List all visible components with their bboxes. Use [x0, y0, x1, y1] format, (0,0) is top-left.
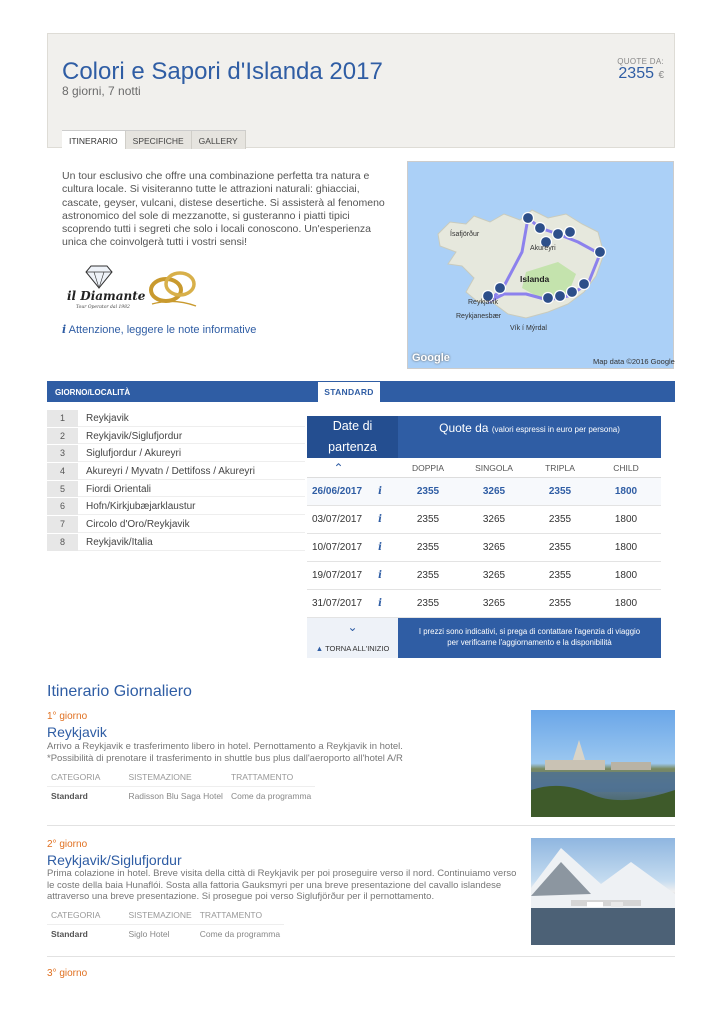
price-cell: 2355	[548, 486, 572, 497]
price-cell: 1800	[614, 598, 638, 609]
meta-category: Standard	[51, 791, 88, 801]
list-item[interactable]	[47, 463, 305, 481]
departure-date: 31/07/2017	[312, 598, 363, 609]
info-icon[interactable]: i	[378, 598, 382, 609]
day-location: Hofn/Kirkjubæjarklaustur	[78, 498, 305, 515]
day-number: 3	[47, 445, 78, 462]
day-label: 2° giorno	[47, 839, 88, 850]
table-row[interactable]	[307, 534, 661, 562]
meta-category: Standard	[51, 929, 88, 939]
meta-header: CATEGORIA	[47, 906, 104, 925]
triangle-up-icon: ▲	[315, 644, 324, 653]
day-description: Prima colazione in hotel. Breve visita della città di Reykjavik per poi proseguire verso il nord. Continuiamo verso le coste della baia Hunaflói. Sosta alla fattoria Gauksmyri per una breve presentazione del cavallo islandese attraverso una breve presentazione. Si prosegue poi verso Siglufjörður per il pernottamento.	[47, 868, 517, 902]
price-subheader	[307, 458, 661, 478]
col-doppia: DOPPIA	[411, 462, 445, 473]
price-cell: 3265	[482, 598, 506, 609]
meta-header: SISTEMAZIONE	[104, 768, 227, 787]
attention-notice-link[interactable]	[62, 323, 256, 336]
wedding-rings-logo	[142, 262, 206, 310]
day-location: Reykjavik/Siglufjordur	[78, 428, 305, 445]
quote-label: QUOTE DA:	[617, 57, 664, 66]
departure-date: 10/07/2017	[312, 542, 363, 553]
back-to-top-button[interactable]	[307, 618, 398, 658]
day-number: 8	[47, 534, 78, 551]
info-icon[interactable]: i	[378, 570, 382, 581]
page-subtitle: 8 giorni, 7 notti	[62, 84, 141, 98]
map-label-isafjordur: Ísafjörður	[450, 231, 480, 238]
list-item[interactable]	[47, 498, 305, 516]
map-attribution: Map data ©2016 Google	[593, 357, 675, 366]
map-label-vik: Vík í Mýrdal	[510, 325, 547, 332]
price-cell: 1800	[614, 542, 638, 553]
info-icon[interactable]: i	[378, 542, 382, 553]
price-cell: 1800	[614, 570, 638, 581]
departure-date: 03/07/2017	[312, 514, 363, 525]
list-item[interactable]	[47, 516, 305, 534]
day-name: Reykjavik/Siglufjordur	[47, 852, 182, 868]
price-cell: 2355	[416, 486, 440, 497]
price-cell: 2355	[548, 514, 572, 525]
map-label-akureyri: Akureyri	[530, 245, 556, 252]
day-meta-table	[47, 906, 284, 945]
logo-brand-text: il Diamante	[67, 289, 146, 303]
list-item[interactable]	[47, 410, 305, 428]
meta-header: TRATTAMENTO	[227, 768, 315, 787]
meta-hotel: Radisson Blu Saga Hotel	[128, 791, 223, 801]
tour-intro: Un tour esclusivo che offre una combinazione perfetta tra natura e cultura locale. Si visiteranno tutte le attrazioni naturali: ghiacciai, cascate, geyser, vulcani, distese desertiche. Si assisterà al fenomeno astronomico del sole di mezzanotte, si gusteranno i piatti tipici scoprendo tutti i segreti che solo i locali conoscono. Un'esperienza unica che coinvolgerà tutti i vostri sensi!	[62, 170, 385, 249]
day-number: 1	[47, 410, 78, 427]
divider	[47, 956, 675, 957]
quote-value: 2355	[618, 65, 654, 82]
col-child: CHILD	[613, 462, 639, 473]
day-number: 4	[47, 463, 78, 480]
itinerary-title: Itinerario Giornaliero	[47, 683, 192, 700]
il-diamante-logo	[64, 262, 146, 310]
days-header: GIORNO/LOCALITÀ	[55, 388, 131, 397]
price-cell: 3265	[482, 542, 506, 553]
reykjavik-photo	[531, 710, 675, 817]
departure-date: 26/06/2017	[312, 486, 363, 497]
day-location: Reykjavik	[78, 410, 305, 427]
tab-bar	[62, 130, 246, 149]
day-label: 1° giorno	[47, 711, 88, 722]
quotes-header-note: (valori espressi in euro per persona)	[491, 425, 620, 434]
price-cell: 3265	[482, 570, 506, 581]
iceland-landmass	[438, 210, 604, 318]
price-table-header	[307, 416, 661, 458]
price-cell: 3265	[482, 486, 506, 497]
quote-price	[618, 65, 664, 83]
list-item[interactable]	[47, 481, 305, 499]
siglufjordur-photo	[531, 838, 675, 945]
tour-map[interactable]	[407, 161, 674, 369]
map-label-reykjavik: Reykjavik	[468, 299, 498, 306]
price-cell: 2355	[548, 598, 572, 609]
col-singola: SINGOLA	[475, 462, 513, 473]
attention-text: Attenzione, leggere le note informative	[68, 324, 257, 336]
google-logo: Google	[412, 352, 450, 364]
price-cell: 2355	[548, 570, 572, 581]
quotes-header-label: Quote da	[439, 421, 489, 435]
table-row[interactable]	[307, 506, 661, 534]
day-number: 6	[47, 498, 78, 515]
meta-header: TRATTAMENTO	[196, 906, 284, 925]
tab-standard[interactable]: STANDARD	[318, 382, 380, 402]
price-cell: 2355	[416, 514, 440, 525]
tab-itinerario[interactable]: ITINERARIO	[62, 131, 126, 149]
price-cell: 1800	[614, 514, 638, 525]
logo-brand-tagline: Tour Operator dal 1982	[76, 305, 130, 310]
back-to-top-label: TORNA ALL'INIZIO	[325, 644, 390, 653]
day-location: Circolo d'Oro/Reykjavik	[78, 516, 305, 533]
meta-header: SISTEMAZIONE	[104, 906, 195, 925]
list-item[interactable]	[47, 445, 305, 463]
price-cell: 3265	[482, 514, 506, 525]
meta-board: Come da programma	[230, 791, 312, 801]
price-cell: 2355	[416, 598, 440, 609]
day-number: 5	[47, 481, 78, 498]
quotes-column-header	[398, 416, 661, 458]
meta-board: Come da programma	[199, 929, 281, 939]
map-label-islanda: Islanda	[520, 274, 550, 284]
price-cell: 2355	[416, 570, 440, 581]
dates-column-header: Date di partenza	[307, 416, 398, 458]
info-icon[interactable]: i	[378, 486, 382, 497]
scroll-up-icon[interactable]: ⌃	[333, 460, 344, 475]
info-icon: i	[62, 323, 67, 336]
day-number: 2	[47, 428, 78, 445]
day-meta-table	[47, 768, 315, 807]
price-disclaimer: I prezzi sono indicativi, si prega di contattare l'agenzia di viaggio per verificarne l'aggiornamento e la disponibilità	[398, 618, 661, 658]
price-cell: 2355	[416, 542, 440, 553]
price-cell: 1800	[614, 486, 638, 497]
day-name: Reykjavik	[47, 724, 107, 740]
tab-gallery[interactable]: GALLERY	[192, 131, 246, 149]
price-table	[307, 416, 661, 618]
info-icon[interactable]: i	[378, 514, 382, 525]
quote-currency: €	[658, 70, 664, 81]
days-list	[47, 410, 305, 552]
day-location: Akureyri / Myvatn / Dettifoss / Akureyri	[78, 463, 305, 480]
day-number: 7	[47, 516, 78, 533]
price-table-footer	[307, 618, 661, 658]
col-tripla: TRIPLA	[545, 462, 575, 473]
day-location: Siglufjordur / Akureyri	[78, 445, 305, 462]
day-location: Fiordi Orientali	[78, 481, 305, 498]
departure-date: 19/07/2017	[312, 570, 363, 581]
price-cell: 2355	[548, 542, 572, 553]
day-location: Reykjavik/Italia	[78, 534, 305, 551]
map-label-reykjanesbaer: Reykjanesbær	[456, 313, 502, 320]
tab-specifiche[interactable]: SPECIFICHE	[126, 131, 192, 149]
day-label: 3° giorno	[47, 968, 88, 979]
scroll-down-icon[interactable]: ⌄	[347, 620, 358, 634]
meta-hotel: Siglo Hotel	[128, 929, 170, 939]
day-description: Arrivo a Reykjavik e trasferimento libero in hotel. Pernottamento a Reykjavik in hotel. *Possibilità di prenotare il trasferimento in shuttle bus plus dall'aeroporto all'hotel A/R	[47, 741, 403, 764]
page-title: Colori e Sapori d'Islanda 2017	[62, 58, 383, 85]
list-item[interactable]	[47, 428, 305, 446]
meta-header: CATEGORIA	[47, 768, 104, 787]
list-item[interactable]	[47, 534, 305, 552]
table-row[interactable]	[307, 478, 661, 506]
table-row[interactable]	[307, 590, 661, 618]
table-row[interactable]	[307, 562, 661, 590]
divider	[47, 825, 675, 826]
